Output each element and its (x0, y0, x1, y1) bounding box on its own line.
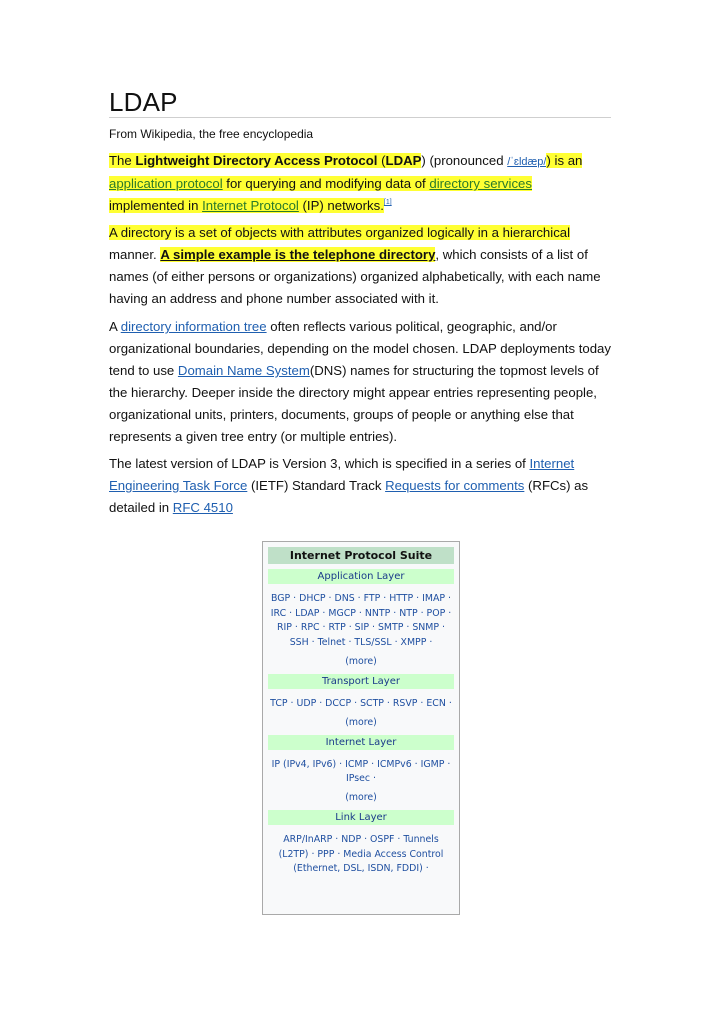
reference-link[interactable]: [1] (383, 199, 392, 206)
transport-layer-protocols[interactable]: TCP · UDP · DCCP · SCTP · RSVP · ECN · (270, 697, 452, 709)
internet-layer-protocols[interactable]: IP (IPv4, IPv6) · ICMP · ICMPv6 · IGMP · IPsec · (271, 758, 451, 785)
application-layer-header[interactable]: Application Layer (268, 569, 454, 584)
intro-paragraph (109, 150, 611, 217)
p3-text: A (109, 319, 121, 334)
title-divider (109, 117, 611, 118)
p1-text: ) (pronounced (421, 153, 508, 168)
link-application-protocol[interactable]: application protocol (109, 176, 223, 191)
telephone-directory-example[interactable]: A simple example is the telephone directory (160, 247, 436, 262)
transport-more-link[interactable]: (more) (345, 716, 377, 728)
p2-text: , which consists of a list of names (of either persons or organizations) organized alphabetically, with each name having an address and phone number associated with it. (109, 247, 601, 306)
internet-more-link[interactable]: (more) (345, 791, 377, 803)
infobox-title: Internet Protocol Suite (268, 547, 454, 564)
p2-text: manner. (109, 247, 161, 262)
link-directory-information-tree[interactable]: directory information tree (120, 319, 267, 334)
link-ietf[interactable]: Internet Engineering Task Force (109, 456, 575, 493)
version-paragraph (109, 453, 611, 519)
p4-text: The latest version of LDAP is Version 3, which is specified in a series of (109, 456, 530, 471)
p3-text: often reflects various political, geographic, and/or organizational boundaries, depending on the model chosen. LDAP deployments today tend to use (109, 319, 611, 378)
p1-text: ) is an (546, 153, 583, 168)
article-subtitle: From Wikipedia, the free encyclopedia (109, 127, 314, 141)
p1-text: ( (377, 153, 386, 168)
p1-text: The (109, 153, 136, 168)
application-more-link[interactable]: (more) (345, 655, 377, 667)
link-directory-services[interactable]: directory services (429, 176, 532, 191)
p1-text: (IP) networks. (298, 198, 384, 213)
link-rfc-4510[interactable]: RFC 4510 (172, 500, 233, 515)
p4-text: (RFCs) as detailed in (109, 478, 589, 515)
dit-paragraph (109, 316, 611, 448)
term-ldap-full: Lightweight Directory Access Protocol (135, 153, 378, 168)
p4-text: (IETF) Standard Track (247, 478, 386, 493)
p3-text: (DNS) names for structuring the topmost levels of the hierarchy. Deeper inside the directory might appear entries representing people, organizational units, printers, documents, groups of people or anything else that represents a given tree entry (or multiple entries). (109, 363, 599, 444)
link-domain-name-system[interactable]: Domain Name System (177, 363, 310, 378)
link-layer-protocols[interactable]: ARP/InARP · NDP · OSPF · Tunnels (L2TP) · PPP · Media Access Control (Ethernet, DSL, ISDN, FDDI) · (278, 833, 444, 875)
directory-paragraph (109, 222, 611, 310)
link-internet-protocol[interactable]: Internet Protocol (202, 198, 299, 213)
link-requests-for-comments[interactable]: Requests for comments (385, 478, 525, 493)
p1-text: for querying and modifying data of (222, 176, 430, 191)
application-layer-protocols[interactable]: BGP · DHCP · DNS · FTP · HTTP · IMAP · IRC · LDAP · MGCP · NNTP · NTP · POP · RIP · RPC · RTP · SIP · SMTP · SNMP · SSH · Telnet · TLS/SSL · XMPP · (270, 593, 452, 649)
term-ldap: LDAP (385, 153, 422, 168)
p1-text: implemented in (109, 198, 203, 213)
internet-layer-header[interactable]: Internet Layer (268, 735, 454, 750)
pronunciation-link[interactable]: /ˈɛldæp/ (507, 156, 547, 168)
transport-layer-header[interactable]: Transport Layer (268, 674, 454, 689)
link-layer-header[interactable]: Link Layer (268, 810, 454, 825)
p2-text: A directory is a set of objects with attributes organized logically in a hierarchical (109, 225, 571, 240)
internet-protocol-suite-infobox (262, 541, 460, 915)
page-title: LDAP (109, 87, 178, 117)
